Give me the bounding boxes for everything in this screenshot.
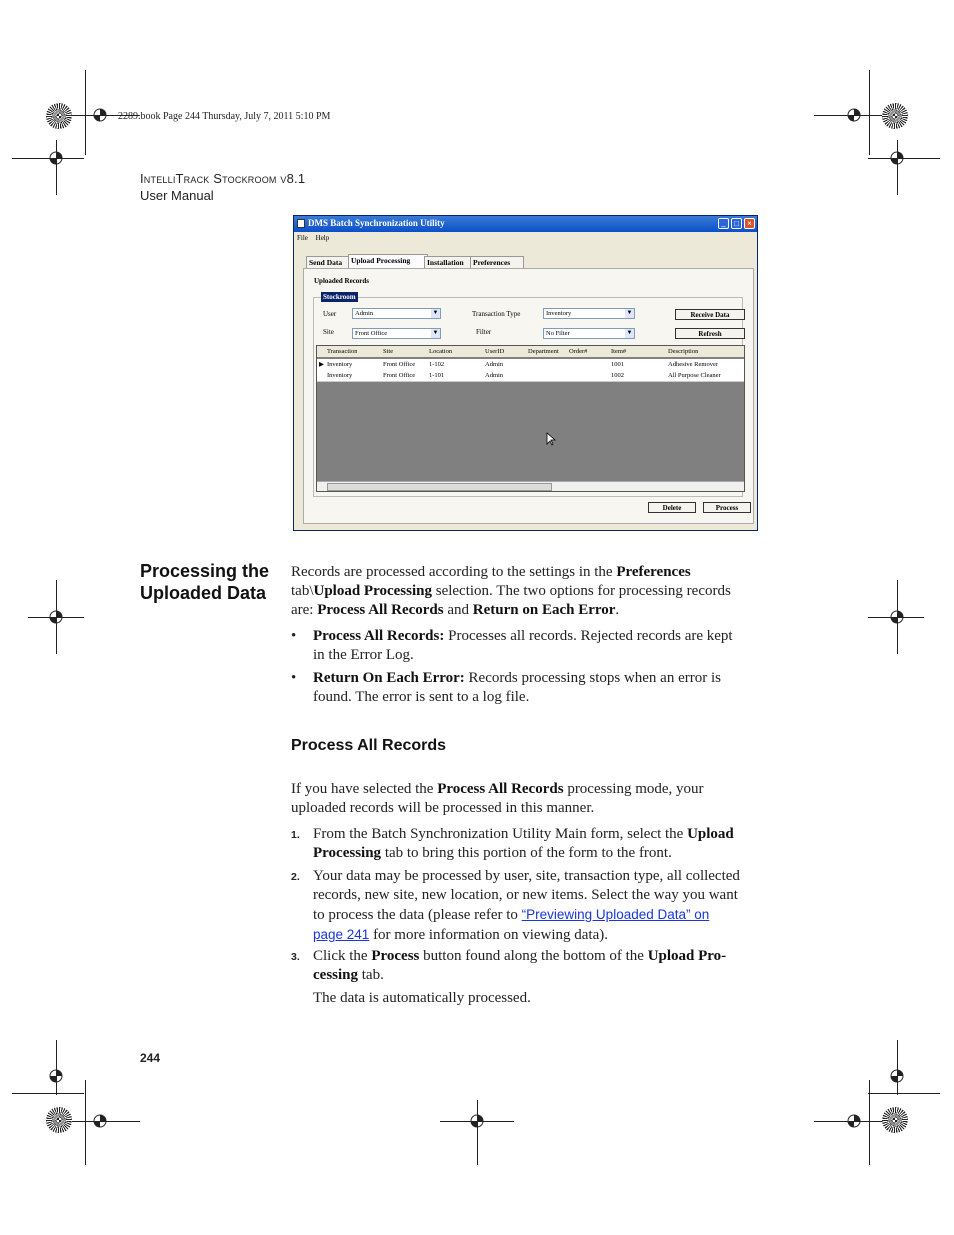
section-intro [291,563,761,620]
intro-term: Process All Records [317,602,444,618]
bullet-icon: • [291,670,297,686]
column-header[interactable]: Description [668,348,699,355]
cross-reference-link[interactable]: page 241 [313,927,370,942]
step-item [313,947,763,985]
menu-file[interactable]: File [297,234,308,242]
filter-select[interactable] [543,328,635,339]
step-term: Upload Pro- [647,948,727,964]
horizontal-scrollbar[interactable] [317,481,744,491]
subsection-heading: Process All Records [291,737,447,754]
step-term: Processing [313,845,382,861]
registration-target-icon [46,607,66,627]
registration-target-icon [844,105,864,125]
column-header[interactable]: Location [429,348,453,355]
registration-target-icon [844,1111,864,1131]
records-grid [316,345,745,492]
list-item [313,627,763,665]
registration-target-icon [46,1066,66,1086]
step-text: button found along the bottom of the [419,948,648,964]
subsection-intro [291,780,761,818]
step-text: From the Batch Synchronization Utility Main form, select the [313,826,688,842]
table-cell: Inventory [327,361,353,368]
running-header-title: IntelliTrack Stockroom v8.1 [140,171,306,186]
starburst-mark-icon [882,1107,908,1133]
tab-upload-processing[interactable]: Upload Processing [348,254,428,269]
step-text: records, new site, new location, or new items. Select the way you want [313,887,738,903]
close-icon[interactable]: × [744,218,755,229]
table-cell: 1-102 [429,361,445,368]
step-text: tab to bring this portion of the form to the front. [381,845,672,861]
table-cell: 1002 [611,372,624,379]
delete-button[interactable]: Delete [648,502,696,513]
table-cell: All Purpose Cleaner [668,372,721,379]
receive-data-button[interactable]: Receive Data [675,309,745,320]
table-cell: 1-101 [429,372,445,379]
table-cell: Front Office [383,372,416,379]
maximize-icon[interactable]: □ [731,218,742,229]
intro-text: tab\ [291,583,314,599]
transaction-type-select[interactable] [543,308,635,319]
user-label: User [323,310,337,318]
row-selector-icon: ▶ [319,361,324,368]
step-term: Process [371,948,420,964]
user-select[interactable] [352,308,441,319]
minimize-icon[interactable]: _ [718,218,729,229]
tab-send-data[interactable]: Send Data [306,256,352,269]
column-header[interactable]: UserID [485,348,505,355]
tab-preferences[interactable]: Preferences [470,256,524,269]
window-title: DMS Batch Synchronization Utility [308,218,445,228]
intro-text: If you have selected the [291,781,438,797]
print-stamp: 2289.book Page 244 Thursday, July 7, 2011 5:10 PM [118,111,331,122]
table-cell: Front Office [383,361,416,368]
list-item [313,669,763,707]
step-number: 2. [291,871,300,883]
user-select-value: Admin [355,310,374,317]
intro-term: Preferences [616,564,691,580]
refresh-button[interactable]: Refresh [675,328,745,339]
starburst-mark-icon [882,103,908,129]
table-cell: Admin [485,361,504,368]
menu-bar [297,234,335,242]
bullet-icon: • [291,628,297,644]
starburst-mark-icon [46,103,72,129]
chevron-down-icon: ▼ [432,330,439,336]
site-select[interactable] [352,328,441,339]
bullet-text: Records processing stops when an error is [464,670,721,686]
table-cell: Adhesive Remover [668,361,719,368]
bullet-term: Process All Records: [313,628,445,644]
intro-text: selection. The two options for processing records [431,583,731,599]
registration-target-icon [467,1111,487,1131]
step-text: for more information on viewing data). [369,927,608,943]
intro-text: . [615,602,620,618]
step-text: to process the data (please refer to [313,907,522,923]
step-text: Click the [313,948,372,964]
process-button[interactable]: Process [703,502,751,513]
intro-text: are: [291,602,318,618]
registration-target-icon [90,105,110,125]
app-icon [297,219,305,228]
step-item [313,825,763,863]
registration-target-icon [90,1111,110,1131]
intro-term: Upload Processing [313,583,432,599]
step-text: Your data may be processed by user, site, transaction type, all collected [313,868,740,884]
registration-target-icon [887,607,907,627]
step-number: 1. [291,829,300,841]
intro-text: uploaded records will be processed in this manner. [291,800,595,816]
bullet-term: Return On Each Error: [313,670,465,686]
panel-title: Uploaded Records [314,277,370,285]
transaction-type-value: Inventory [546,310,572,317]
window-titlebar [294,216,757,232]
group-legend: Stockroom [323,293,356,301]
table-row[interactable] [317,370,744,382]
column-header[interactable]: Item# [611,348,627,355]
step-item [313,867,763,945]
starburst-mark-icon [46,1107,72,1133]
transaction-type-label: Transaction Type [472,310,521,318]
mouse-cursor-icon [546,432,556,446]
registration-target-icon [46,148,66,168]
scrollbar-thumb[interactable] [327,483,552,491]
intro-term: Return on Each Error [472,602,616,618]
cross-reference-link[interactable]: “Previewing Uploaded Data” on [521,907,710,922]
intro-text: and [443,602,473,618]
intro-term: Process All Records [437,781,564,797]
bullet-text: found. The error is sent to a log file. [313,689,530,705]
registration-target-icon [887,1066,907,1086]
chevron-down-icon: ▼ [626,310,633,316]
intro-text: Records are processed according to the settings in the [291,564,617,580]
table-cell: Inventory [327,372,353,379]
step-note: The data is automatically processed. [313,990,531,1006]
filter-label: Filter [476,328,492,336]
registration-target-icon [887,148,907,168]
tab-installation[interactable]: Installation [424,256,474,269]
bullet-text: Processes all records. Rejected records are kept [444,628,733,644]
step-number: 3. [291,951,300,963]
filter-value: No Filter [546,330,570,337]
intro-text: processing mode, your [563,781,704,797]
step-text: tab. [358,967,384,983]
step-term: Upload [687,826,734,842]
table-cell: 1001 [611,361,624,368]
table-cell: Admin [485,372,504,379]
grid-header [317,346,744,357]
site-select-value: Front Office [355,330,388,337]
bullet-text: in the Error Log. [313,647,414,663]
step-term: cessing [313,967,358,983]
running-header-subtitle: User Manual [140,188,214,203]
column-header[interactable]: Transaction [327,348,358,355]
menu-help[interactable]: Help [315,234,330,242]
column-header[interactable]: Order# [569,348,588,355]
page-number: 244 [140,1051,161,1065]
chevron-down-icon: ▼ [626,330,633,336]
column-header[interactable]: Site [383,348,394,355]
site-label: Site [323,328,334,336]
column-header[interactable]: Department [528,348,559,355]
section-heading: Processing the Uploaded Data [140,561,270,603]
chevron-down-icon: ▼ [432,310,439,316]
